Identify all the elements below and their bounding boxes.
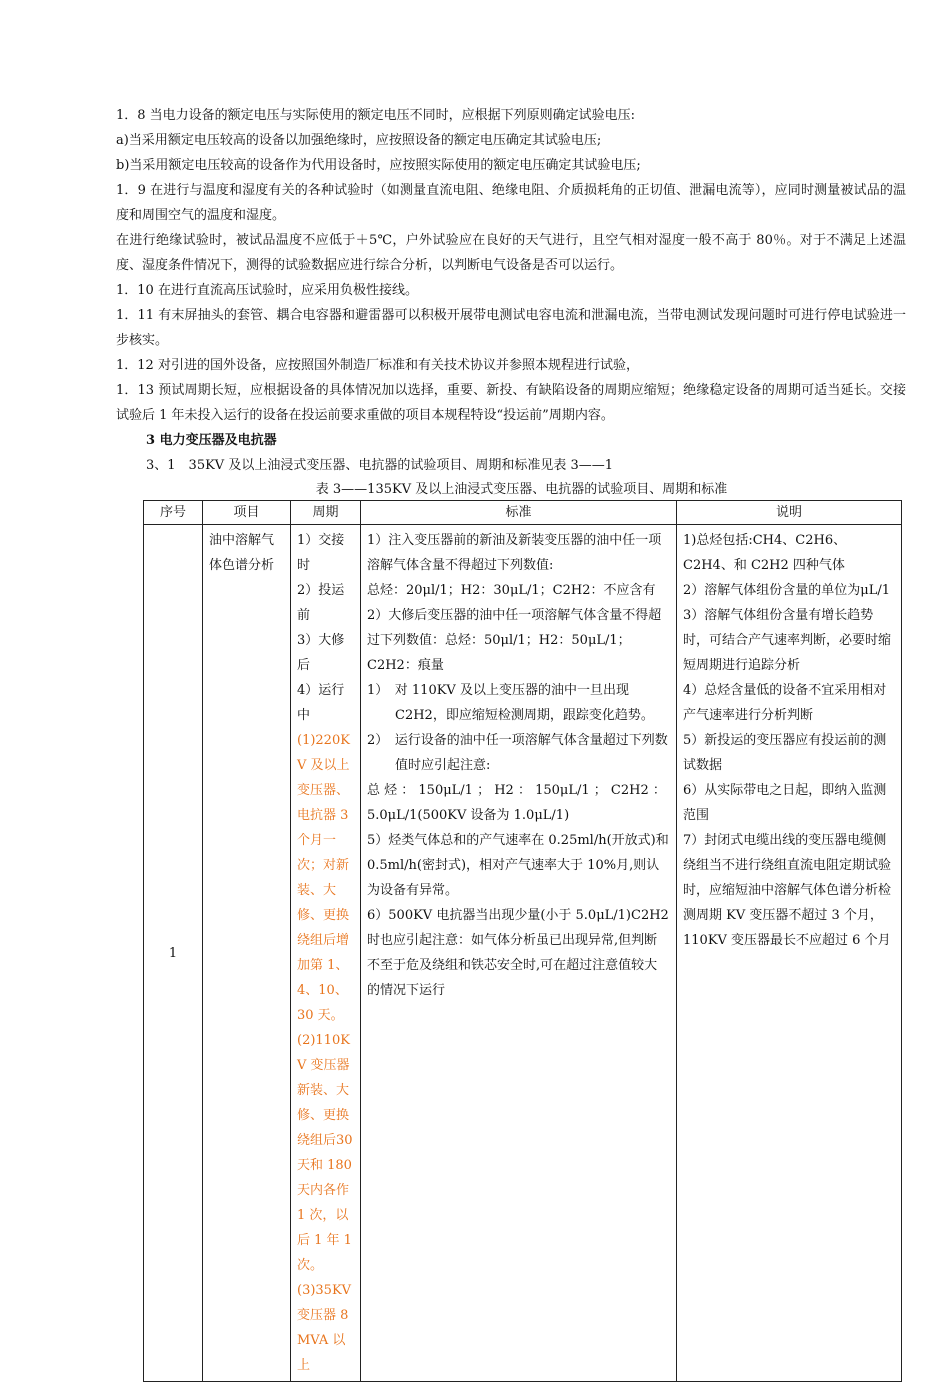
standard-line: 1）注入变压器前的新油及新装变压器的油中任一项溶解气体含量不得超过下列数值: xyxy=(367,533,662,573)
table-caption: 表 3——135KV 及以上油浸式变压器、电抗器的试验项目、周期和标准 xyxy=(315,482,728,497)
cell-item: 油中溶解气体色谱分析 xyxy=(203,525,291,1382)
header-notes: 说明 xyxy=(677,501,902,525)
period-line: 1）交接时 xyxy=(297,533,345,573)
table-row xyxy=(144,525,902,1382)
standard-line: 2）大修后变压器的油中任一项溶解气体含量不得超过下列数值：总烃：50μl/1；H2：50μL/1；C2H2：痕量 xyxy=(367,608,662,673)
paragraph-b: b)当采用额定电压较高的设备作为代用设备时，应按照实际使用的额定电压确定其试验电压; xyxy=(116,158,641,173)
period-line: 4）运行中 xyxy=(297,683,345,723)
note-line: 2）溶解气体组份含量的单位为μL/1 xyxy=(683,583,891,598)
standard-line: 5）烃类气体总和的产气速率在 0.25ml/h(开放式)和 0.5ml/h(密封式)，相对产气速率大于 10%月,则认为设备有异常。 xyxy=(367,833,669,898)
paragraph-1-12: 1．12 对引进的国外设备，应按照国外制造厂标准和有关技术协议并参照本规程进行试验， xyxy=(116,358,639,373)
table-header-row xyxy=(144,501,902,525)
standard-line: 1） 对 110KV 及以上变压器的油中一旦出现 C2H2，即应缩短检测周期，跟踪变化趋势。 xyxy=(367,683,654,723)
note-line: 4）总烃含量低的设备不宜采用相对产气速率进行分析判断 xyxy=(683,683,887,723)
paragraph-1-13: 1．13 预试周期长短，应根据设备的具体情况加以选择，重要、新投、有缺陷设备的周期应缩短；绝缘稳定设备的周期可适当延长。交接试验后 1 年未投入运行的设备在投运前要求重做的项目本规程特设“投运前”周期内容。 xyxy=(116,383,906,423)
test-items-table xyxy=(143,500,902,1382)
paragraph-a: a)当采用额定电压较高的设备以加强绝缘时，应按照设备的额定电压确定其试验电压; xyxy=(116,133,602,148)
cell-period xyxy=(291,525,361,1382)
paragraph-1-10: 1．10 在进行直流高压试验时，应采用负极性接线。 xyxy=(116,283,418,298)
cell-notes xyxy=(677,525,902,1382)
note-line: 1)总烃包括:CH4、C2H6、C2H4、和 C2H2 四种气体 xyxy=(683,533,847,573)
period-highlight: (1)220KV 及以上变压器、电抗器 3 个月一次；对新装、大修、更换绕组后增加第 1、4、10、30 天。 xyxy=(297,733,350,1023)
standard-line: 总烃：20μl/1；H2：30μL/1；C2H2：不应含有 xyxy=(367,583,656,598)
standard-line: 2） 运行设备的油中任一项溶解气体含量超过下列数值时应引起注意: xyxy=(367,733,668,773)
period-line: 3）大修后 xyxy=(297,633,345,673)
header-standard: 标准 xyxy=(361,501,677,525)
cell-seq: 1 xyxy=(144,525,203,1382)
note-line: 7）封闭式电缆出线的变压器电缆侧绕组当不进行绕组直流电阻定期试验时，应缩短油中溶解气体色谱分析检测周期 KV 变压器不超过 3 个月，110KV 变压器最长不应超过 6 个月 xyxy=(683,833,892,948)
note-line: 5）新投运的变压器应有投运前的测试数据 xyxy=(683,733,887,773)
section-title: 3 电力变压器及电抗器 xyxy=(146,433,277,448)
subsection-title: 3、1 35KV 及以上油浸式变压器、电抗器的试验项目、周期和标准见表 3——1 xyxy=(146,458,613,473)
cell-standard xyxy=(361,525,677,1382)
header-item: 项目 xyxy=(203,501,291,525)
header-period: 周期 xyxy=(291,501,361,525)
paragraph-1-9: 1．9 在进行与温度和湿度有关的各种试验时（如测量直流电阻、绝缘电阻、介质损耗角的正切值、泄漏电流等），应同时测量被试品的温度和周围空气的温度和湿度。 xyxy=(116,183,906,223)
paragraph-1-11: 1．11 有末屏抽头的套管、耦合电容器和避雷器可以积极开展带电测试电容电流和泄漏电流，当带电测试发现问题时可进行停电试验进一步核实。 xyxy=(116,308,906,348)
header-seq: 序号 xyxy=(144,501,203,525)
note-line: 6）从实际带电之日起，即纳入监测范围 xyxy=(683,783,887,823)
period-highlight: (2)110KV 变压器新装、大修、更换绕组后30天和 180 天内各作 1 次，以后 1 年 1 次。 xyxy=(297,1033,353,1273)
note-line: 3）溶解气体组份含量有增长趋势时，可结合产气速率判断，必要时缩短周期进行追踪分析 xyxy=(683,608,892,673)
paragraph-insulation-test: 在进行绝缘试验时，被试品温度不应低于＋5℃，户外试验应在良好的天气进行，且空气相对湿度一般不高于 80％。对于不满足上述温度、湿度条件情况下，测得的试验数据应进行综合分析，以判断电气设备是否可以运行。 xyxy=(116,233,906,273)
paragraph-1-8: 1．8 当电力设备的额定电压与实际使用的额定电压不同时，应根据下列原则确定试验电压: xyxy=(116,108,636,123)
period-line: 2）投运前 xyxy=(297,583,345,623)
standard-line: 总 烃 ： 150μL/1 ； H2 ： 150μL/1 ； C2H2 ： 5.0μL/1(500KV 设备为 1.0μL/1) xyxy=(367,783,666,823)
period-highlight: (3)35KV 变压器 8MVA 以上 xyxy=(297,1283,352,1373)
standard-line: 6）500KV 电抗器当出现少量(小于 5.0μL/1)C2H2 时也应引起注意：如气体分析虽已出现异常,但判断不至于危及绕组和铁芯安全时,可在超过注意值较大的情况下运行 xyxy=(367,908,669,998)
